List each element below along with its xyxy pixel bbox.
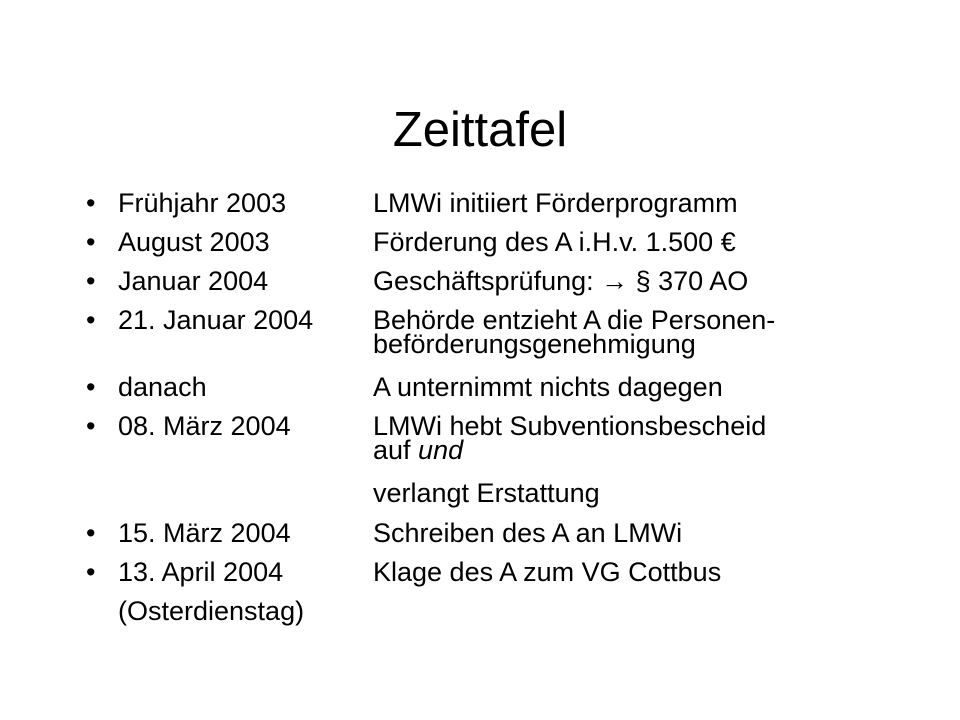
timeline-date: danach [118,372,207,402]
timeline-date: Januar 2004 [118,266,269,296]
timeline-event-line: beförderungsgenehmigung [373,329,696,359]
bullet-icon: • [86,227,96,257]
bullet-icon: • [86,557,96,587]
timeline-event: Klage des A zum VG Cottbus [373,557,722,587]
event-emphasis: und [418,435,464,465]
bullet-icon: • [86,266,96,296]
bullet-icon: • [86,372,96,402]
bullet-icon: • [86,411,96,441]
event-text: auf [373,435,419,465]
timeline-event: A unternimmt nichts dagegen [373,372,723,402]
bullet-icon: • [86,188,96,218]
timeline-date: 08. März 2004 [118,411,291,441]
timeline-event: Förderung des A i.H.v. 1.500 € [373,227,736,257]
timeline-event: LMWi initiiert Förderprogramm [373,188,738,218]
slide-title: Zeittafel [392,103,568,157]
timeline-date: 21. Januar 2004 [118,305,314,335]
timeline-event-line: Behörde entzieht A die Personen- [373,305,776,335]
timeline-event: Schreiben des A an LMWi [373,518,683,548]
timeline-event: Geschäftsprüfung: → § 370 AO [373,266,749,296]
timeline-date-note: (Osterdienstag) [118,596,305,626]
bullet-icon: • [86,305,96,335]
timeline-date: August 2003 [118,227,270,257]
timeline-date: 15. März 2004 [118,518,291,548]
timeline-date: 13. April 2004 [118,557,284,587]
timeline-event-line [373,435,464,465]
bullet-icon: • [86,518,96,548]
timeline-event-line: LMWi hebt Subventionsbescheid [373,411,767,441]
timeline-date: Frühjahr 2003 [118,188,287,218]
timeline-event-line: verlangt Erstattung [373,478,600,508]
